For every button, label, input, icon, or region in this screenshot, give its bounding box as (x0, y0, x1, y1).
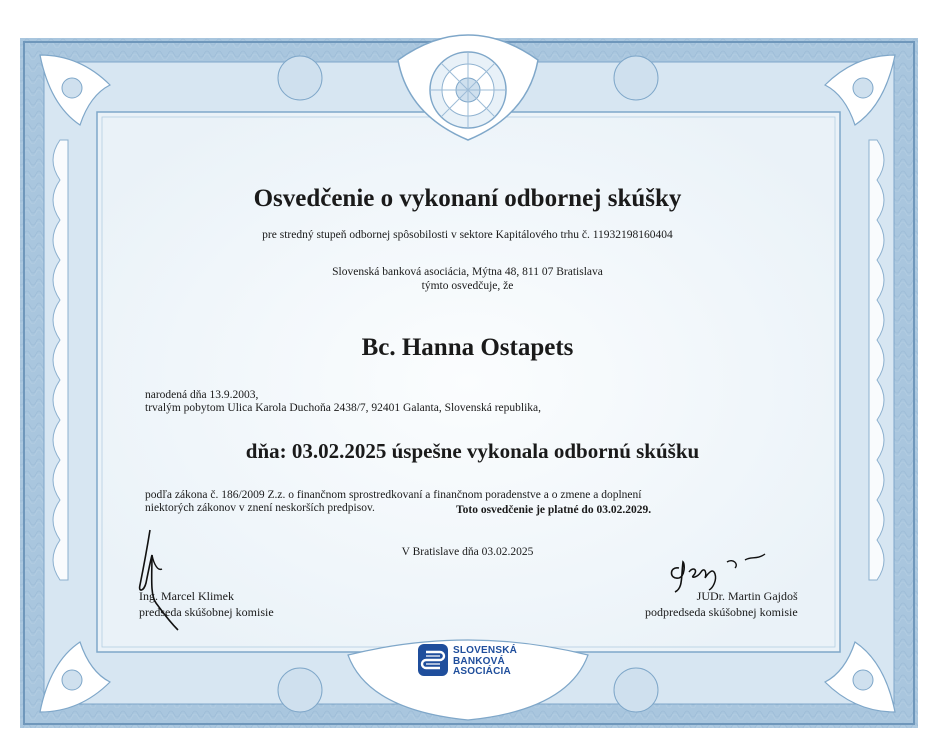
signatory-left-name: Ing. Marcel Klimek (139, 589, 234, 603)
validity-note: Toto osvedčenie je platné do 03.02.2029. (456, 504, 652, 516)
sba-logo-line2: BANKOVÁ (453, 655, 505, 667)
place-and-date: V Bratislave dňa 03.02.2025 (401, 546, 534, 558)
certificate-subtitle: pre stredný stupeň odbornej spôsobilosti v sektore Kapitálového trhu č. 11932198160404 (262, 229, 673, 241)
sba-logo-line3: ASOCIÁCIA (453, 666, 511, 677)
issuer-statement: týmto osvedčuje, že (421, 280, 514, 292)
signatory-right (645, 588, 798, 620)
sba-logo-line1: SLOVENSKÁ (453, 645, 518, 656)
sba-logo-text (453, 646, 517, 678)
signatory-left (139, 588, 274, 620)
residence: trvalým pobytom Ulica Karola Duchoňa 2438/7, 92401 Galanta, Slovenská republika, (145, 402, 542, 414)
sba-logo-icon (417, 643, 449, 677)
exam-statement: dňa: 03.02.2025 úspešne vykonala odbornú skúšku (245, 439, 700, 463)
sba-logo (417, 643, 527, 679)
recipient-name: Bc. Hanna Ostapets (361, 334, 574, 361)
legal-basis-line2: niektorých zákonov v znení neskorších predpisov. (145, 502, 375, 514)
issuer-block (0, 265, 935, 293)
signatory-right-name: JUDr. Martin Gajdoš (696, 589, 798, 603)
certificate-title: Osvedčenie o vykonaní odbornej skúšky (253, 185, 682, 212)
signatory-left-role: predseda skúšobnej komisie (139, 605, 274, 619)
legal-basis-line1: podľa zákona č. 186/2009 Z.z. o finančnom sprostredkovaní a finančnom poradenstve a o zmene a doplnení (145, 489, 642, 501)
issuer-address: Slovenská banková asociácia, Mýtna 48, 811 07 Bratislava (332, 266, 603, 278)
recipient-details (145, 389, 541, 415)
signatory-right-role: podpredseda skúšobnej komisie (645, 605, 798, 619)
birth-date: narodená dňa 13.9.2003, (145, 389, 259, 401)
